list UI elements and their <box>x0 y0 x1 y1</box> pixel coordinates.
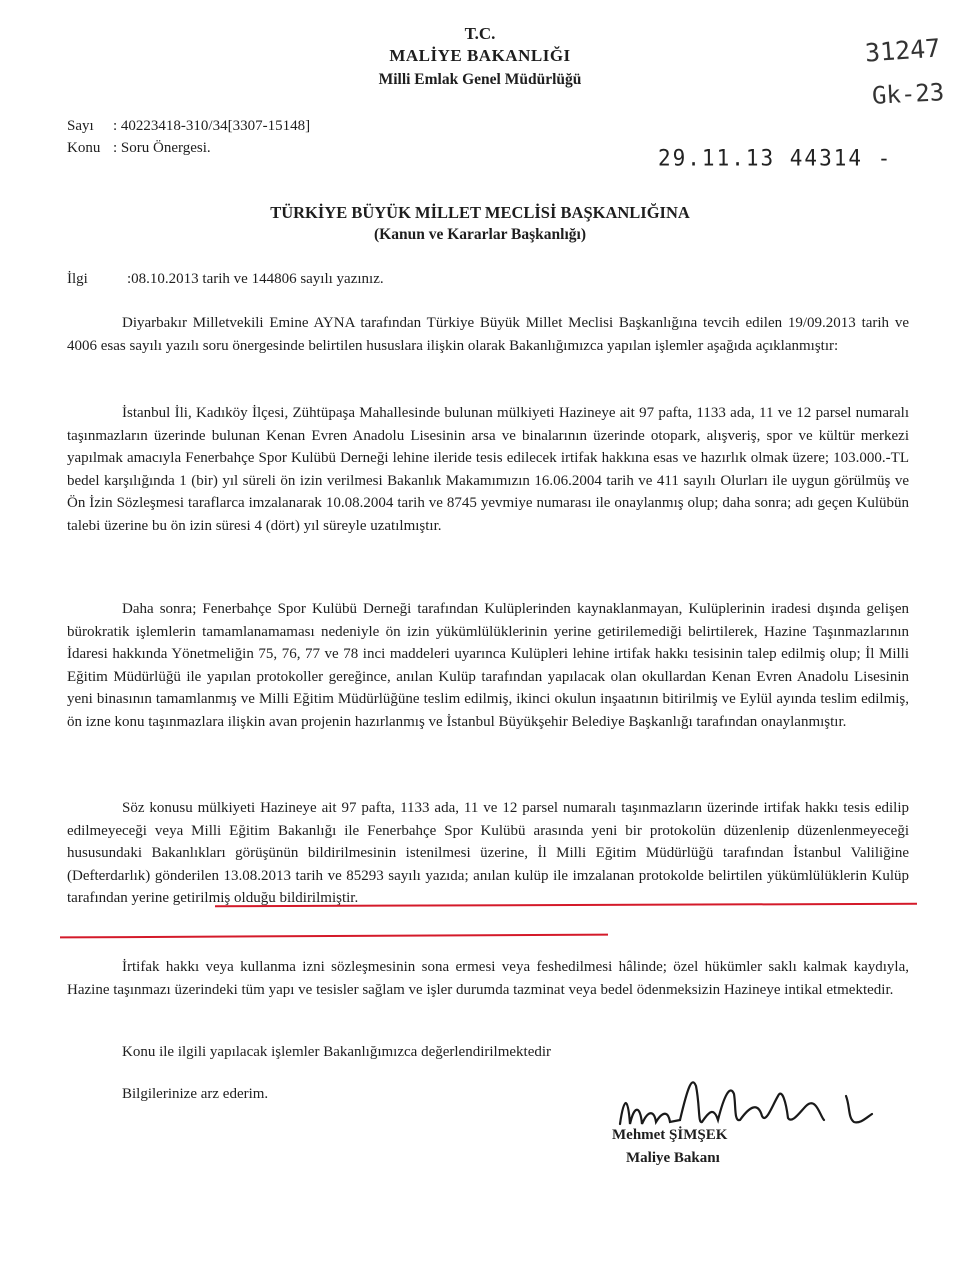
meta-sayi <box>67 118 310 135</box>
signatory-title: Maliye Bakanı <box>626 1150 720 1166</box>
paragraph-4: Söz konusu mülkiyeti Hazineye ait 97 pafta, 1133 ada, 11 ve 12 parsel numaralı taşınmazların üzerinde irtifak hakkı tesis edilip edilmeyeceği veya Milli Eğitim Bakanlığı ile Fenerbahçe Spor Kulübü arasında yeni bir protokolün düzenlenip düzenlenmeyeceği hususundaki Bakanlıkları görüşünün bildirilmesinin istenilmesi üzerine, İl Milli Eğitim Müdürlüğü tarafından İstanbul Valiliğine (Defterdarlık) gönderilen 13.08.2013 tarih ve 85293 sayılı yazıda; anılan kulüp ile imzalanan protokolde belirtilen yükümlülüklerin Kulüp tarafından yerine getirilmiş olduğu bildirilmiştir. <box>67 800 909 906</box>
sayi-value: : 40223418-310/34[3307-15148] <box>113 118 311 134</box>
paragraph-6: Konu ile ilgili yapılacak işlemler Bakanlığımızca değerlendirilmektedir <box>122 1044 552 1060</box>
handwritten-number: 31247 <box>864 33 942 68</box>
ilgi-value: :08.10.2013 tarih ve 144806 sayılı yazınız. <box>127 271 384 287</box>
header-state: T.C. <box>464 24 496 43</box>
reference-line <box>67 271 384 288</box>
signatory-name: Mehmet ŞİMŞEK <box>612 1127 728 1143</box>
konu-value: : Soru Önergesi. <box>113 140 211 156</box>
sayi-label: Sayı <box>67 118 94 134</box>
handwritten-code: Gk-23 <box>871 78 945 110</box>
header-ministry: MALİYE BAKANLIĞI <box>389 46 571 65</box>
paragraph-2: İstanbul İli, Kadıköy İlçesi, Zühtüpaşa Mahallesinde bulunan mülkiyeti Hazineye ait 97 pafta, 1133 ada, 11 ve 12 parsel numaralı taşınmazların üzerinde bulunan Kenan Evren Anadolu Lisesinin arsa ve binalarının üzerinde otopark, alışveriş, spor ve kültür merkezi yapılmak amacıyla Fenerbahçe Spor Kulübü Derneği lehine ileride tesis edilecek irtifak hakkına esas ve hazırlık olmak üzere; 103.000.-TL bedel karşılığında 1 (bir) yıl süreli ön izin verilmesi Bakanlık Makamımızın 16.06.2004 tarih ve 411 sayılı Olurları ile uygun görülmüş ve Ön İzin Sözleşmesi taraflarca imzalanarak 10.08.2004 tarih ve 8745 yevmiye numarası ile onaylanmış olup; daha sonra; adı geçen Kulübün talebi üzerine bu ön izin süresi 4 (dört) yıl süreyle uzatılmıştır. <box>67 405 909 534</box>
header-directorate: Milli Emlak Genel Müdürlüğü <box>378 71 582 88</box>
date-stamp: 29.11.13 44314 - <box>658 145 893 171</box>
paragraph-7: Bilgilerinize arz ederim. <box>122 1086 269 1102</box>
paragraph-5: İrtifak hakkı veya kullanma izni sözleşmesinin sona ermesi veya feshedilmesi hâlinde; özel hükümler saklı kalmak kaydıyla, Hazine taşınmazı üzerindeki tüm yapı ve tesisler sağlam ve işler durumda tazminat veya bedel ödenmeksizin Hazineye intikal etmektedir. <box>67 959 909 998</box>
paragraph-3: Daha sonra; Fenerbahçe Spor Kulübü Derneği tarafından Kulüplerinden kaynaklanmayan, Kulüplerinin iradesi dışında gelişen bürokratik işlemlerin tamamlanamaması nedeniyle ön izin yükümlülüklerinin yerine getirilemediği belirtilerek, Hazine Taşınmazlarının İdaresi hakkında Yönetmeliğin 75, 76, 77 ve 78 inci maddeleri uyarınca Kulüpleri lehine irtifak hakkı tesisinin talep edilmiş olup; İl Milli Eğitim Müdürlüğü ile yapılan protokoller gereğince, anılan Kulüp tarafından yapılacak olan okullardan Kenan Evren Anadolu Lisesinin yeni binasının tamamlanmış ve Milli Eğitim Müdürlüğüne teslim edilmiş, ikinci okulun inşaatının bitirilmiş ve Eylül ayında teslim edilmiş, ön izne konu taşınmazlara ilişkin avan projenin hazırlanmış ve İstanbul Büyükşehir Belediye Başkanlığı tarafından onaylanmıştır. <box>67 601 909 730</box>
ilgi-label: İlgi <box>67 271 88 287</box>
addressee-sub: (Kanun ve Kararlar Başkanlığı) <box>374 226 586 243</box>
meta-konu <box>67 140 211 157</box>
konu-label: Konu <box>67 140 101 156</box>
paragraph-1: Diyarbakır Milletvekili Emine AYNA tarafından Türkiye Büyük Millet Meclisi Başkanlığına tevcih edilen 19/09.2013 tarih ve 4006 esas sayılı yazılı soru önergesinde belirtilen hususlara ilişkin olarak Bakanlığımızca yapılan işlemler aşağıda açıklanmıştır: <box>67 315 909 354</box>
red-underline-2 <box>60 934 608 939</box>
addressee: TÜRKİYE BÜYÜK MİLLET MECLİSİ BAŞKANLIĞINA <box>270 203 690 222</box>
